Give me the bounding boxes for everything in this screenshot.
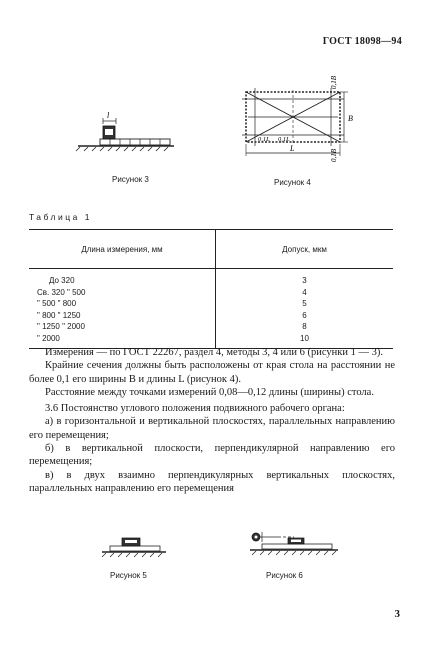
paragraph-item-a: а) в горизонтальной и вертикальной плоскостях, параллельных направлению его перемещения; <box>29 416 395 441</box>
figure-4-label-L: L <box>290 144 295 153</box>
paragraph-measurements: Измерения — по ГОСТ 22267, раздел 4, методы 3, 4 или 6 (рисунки 1 — 3). <box>45 347 383 358</box>
table-row: " 500 " 800 5 <box>29 298 393 310</box>
figure-6-drawing <box>248 528 343 558</box>
body-text <box>29 346 395 495</box>
figure-3-caption: Рисунок 3 <box>112 175 149 184</box>
paragraph-point-distance: Расстояние между точками измерений 0,08—0,12 длины (ширины) стола. <box>45 386 374 398</box>
figure-5-drawing <box>100 530 170 560</box>
figure-4-drawing <box>240 70 360 160</box>
figure-4-label-B: B <box>348 114 353 123</box>
col-header-length: Длина измерения, мм <box>29 230 216 269</box>
figure-4-label-bottom: 0,1B <box>330 148 338 162</box>
figure-6-caption: Рисунок 6 <box>266 571 303 580</box>
standard-header: ГОСТ 18098—94 <box>322 36 402 47</box>
table-row: " 1250 " 2000 8 <box>29 321 393 333</box>
table-title: Таблица 1 <box>29 212 92 222</box>
figure-3-drawing <box>70 112 180 162</box>
figure-4-label-mid: 0,1L <box>278 136 290 143</box>
table-row: До 320 3 <box>29 269 393 287</box>
figure-5-caption: Рисунок 5 <box>110 571 147 580</box>
table-row: " 2000 10 <box>29 333 393 349</box>
page-number: 3 <box>394 608 400 620</box>
paragraph-item-c: в) в двух взаимно перпендикулярных вертикальных плоскостях, параллельных направлению его перемещения <box>29 469 395 494</box>
paragraph-section-3-6: 3.6 Постоянство углового положения подвижного рабочего органа: <box>45 403 345 415</box>
figure-4-label-top: 0,1B <box>330 75 338 89</box>
tolerance-table <box>29 229 393 349</box>
figure-4-label-left: 0,1L <box>258 136 270 143</box>
paragraph-edge-sections: Крайние сечения должны быть расположены от края стола на расстоянии не более 0,1 его ширины B и длины L (рисунок 4). <box>29 360 395 385</box>
figure-4-caption: Рисунок 4 <box>274 178 311 187</box>
col-header-tolerance: Допуск, мкм <box>216 230 394 269</box>
table-row: Св. 320 " 500 4 <box>29 287 393 299</box>
table-row: " 800 " 1250 6 <box>29 310 393 322</box>
paragraph-item-b: б) в вертикальной плоскости, перпендикулярной направлению его перемещения; <box>29 443 395 468</box>
figure-3-label-l: l <box>107 111 110 120</box>
